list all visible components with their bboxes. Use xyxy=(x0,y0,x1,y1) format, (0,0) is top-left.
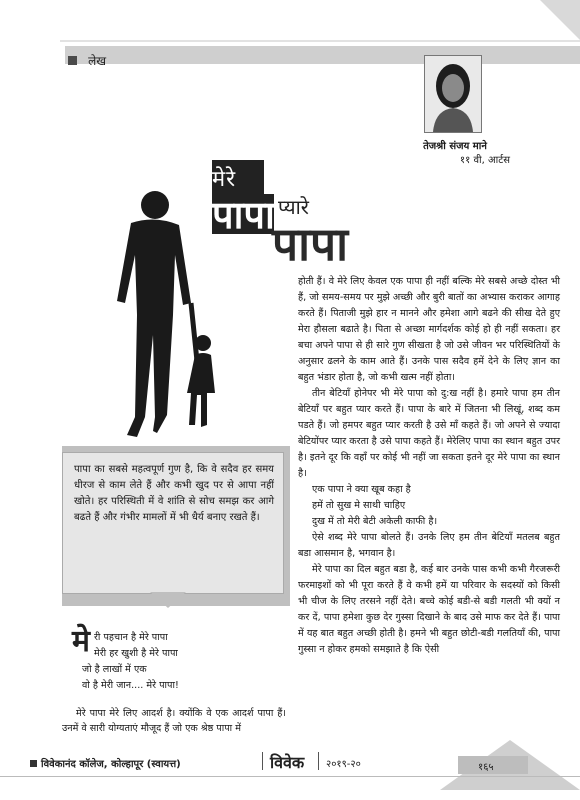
paragraph: मेरे पापा का दिल बहुत बडा है, कई बार उनके पास कभी कभी गैरजरूरी फरमाइशों को भी पूरा करते हैं वे कभी हमें या परिवार के सदस्यों को किसी भी चीज के लिए तरसने नहीं देते। बच्चे कोई बडी-से बडी गलती भी क्यों न कर दें, पापा हमेशा कुछ देर गुस्सा दिखाने के बाद उसे माफ कर देते हैं। पापा में यह बात बहुत अच्छी होती है। हमने भी बहुत छोटी-बडी गलतियाँ की, पापा गुस्सा न होकर हमको समझाते है कि ऐसी xyxy=(298,564,560,655)
author-photo xyxy=(424,55,482,133)
poem-line: री पहचान है मेरे पापा xyxy=(94,632,168,643)
header-stripe xyxy=(60,40,580,42)
footer-line xyxy=(0,776,580,777)
verse-line: दुख में तो मेरी बेटी अकेली काफी है। xyxy=(312,516,438,527)
portrait-image xyxy=(425,56,481,132)
quote-arrow-icon xyxy=(150,592,186,608)
title-line-4: पापा xyxy=(272,217,349,271)
title-line-3: प्यारे xyxy=(278,195,309,219)
footer-college xyxy=(30,756,181,770)
author-name: तेजश्री संजय माने xyxy=(423,141,487,152)
poem-line: मेरी हर खुशी है मेरे पापा xyxy=(94,648,178,659)
paragraph: ऐसे शब्द मेरे पापा बोलते हैं। उनके लिए हम तीन बेटियाँ मतलब बहुत बडा आसमान है, भगवान है। xyxy=(298,532,560,559)
paragraph: तीन बेटियाँ होनेपर भी मेरे पापा को दु:ख नहीं है। हमारे पापा हम तीन बेटियाँ पर बहुत प्यार करते हैं। पापा के बारे में जितना भी लिखूं, शब्द कम पडते हैं। जो हमपर बहुत प्यार करती है उसे माँ कहते हैं। जो अपने से ज्यादा बेटियोंपर प्यार करता है उसे पापा कहते हैं। मेरेलिए पापा का स्थान बहुत उपर है। इतने दूर कि वहाँ पर कोई भी नहीं जा सकता इतने दूर मेरे पापा का स्थान है। xyxy=(298,388,560,479)
paragraph: होती हैं। वे मेरे लिए केवल एक पापा ही नहीं बल्कि मेरे सबसे अच्छे दोस्त भी हैं, जो समय-समय पर मुझे अच्छी और बुरी बातों का अभ्यास कराकर आगाह करते हैं। पिताजी मुझे हार न मानने और हमेशा आगे बढने की सीख देते हुए मेरा हौसला बढाते है। पिता से अच्छा मार्गदर्शक कोई हो ही नहीं सकता। हर बचा अपने पापा से ही सारे गुण सीखता है जो उसे जीवन भर परिस्थितियों के अनुसार ढलने के काम आते हैं। उनके पास सदैव हमें देने के लिए ज्ञान का बहुत भंडार होता है, जो कभी खत्म नहीं होता। xyxy=(298,276,560,383)
section-square-icon xyxy=(68,56,77,65)
footer-college-text: विवेकानंद कॉलेज, कोल्हापूर (स्वायत्त) xyxy=(41,759,181,770)
title-line-1: मेरे xyxy=(212,167,237,192)
poem-line: वो है मेरी जान.... मेरे पापा! xyxy=(82,680,179,691)
poem-line: जो है लाखों में एक xyxy=(82,664,147,675)
footer-square-icon xyxy=(30,760,37,767)
footer-year: २०१९-२० xyxy=(326,759,361,770)
section-label: लेख xyxy=(88,54,107,68)
footer-divider xyxy=(262,752,263,770)
verse-line: एक पापा ने क्या खूब कहा है xyxy=(312,484,411,495)
footer-brand: विवेक xyxy=(270,753,305,772)
footer-divider xyxy=(318,752,319,770)
section-tab xyxy=(68,50,198,70)
article-right-column xyxy=(298,274,560,658)
father-daughter-silhouette xyxy=(95,185,285,445)
corner-decoration xyxy=(540,0,580,40)
paragraph: मेरे पापा मेरे लिए आदर्श है। क्योंकि वे एक आदर्श पापा हैं। उनमें वे सारी योग्यताएं मौजूद हैं जो एक श्रेष्ठ पापा में xyxy=(62,708,286,734)
author-class: ११ वी, आर्टस xyxy=(459,155,510,166)
pull-quote: पापा का सबसे महत्वपूर्ण गुण है, कि वे सदैव हर समय धीरज से काम लेते हैं और कभी खुद पर से आपा नहीं खोते। हर परिस्थिती में वे शांति से सोच समझ कर आगे बढते हैं और गंभीर मामलों में भी धैर्य बनाए रखते हैं। xyxy=(74,464,274,523)
title-line-2: पापा xyxy=(212,193,275,237)
drop-cap: मे xyxy=(72,624,90,659)
page-number: १६५ xyxy=(478,762,494,773)
poem xyxy=(72,632,288,694)
verse-line: हमें तो सुख मे साथी चाहिए xyxy=(312,500,406,511)
